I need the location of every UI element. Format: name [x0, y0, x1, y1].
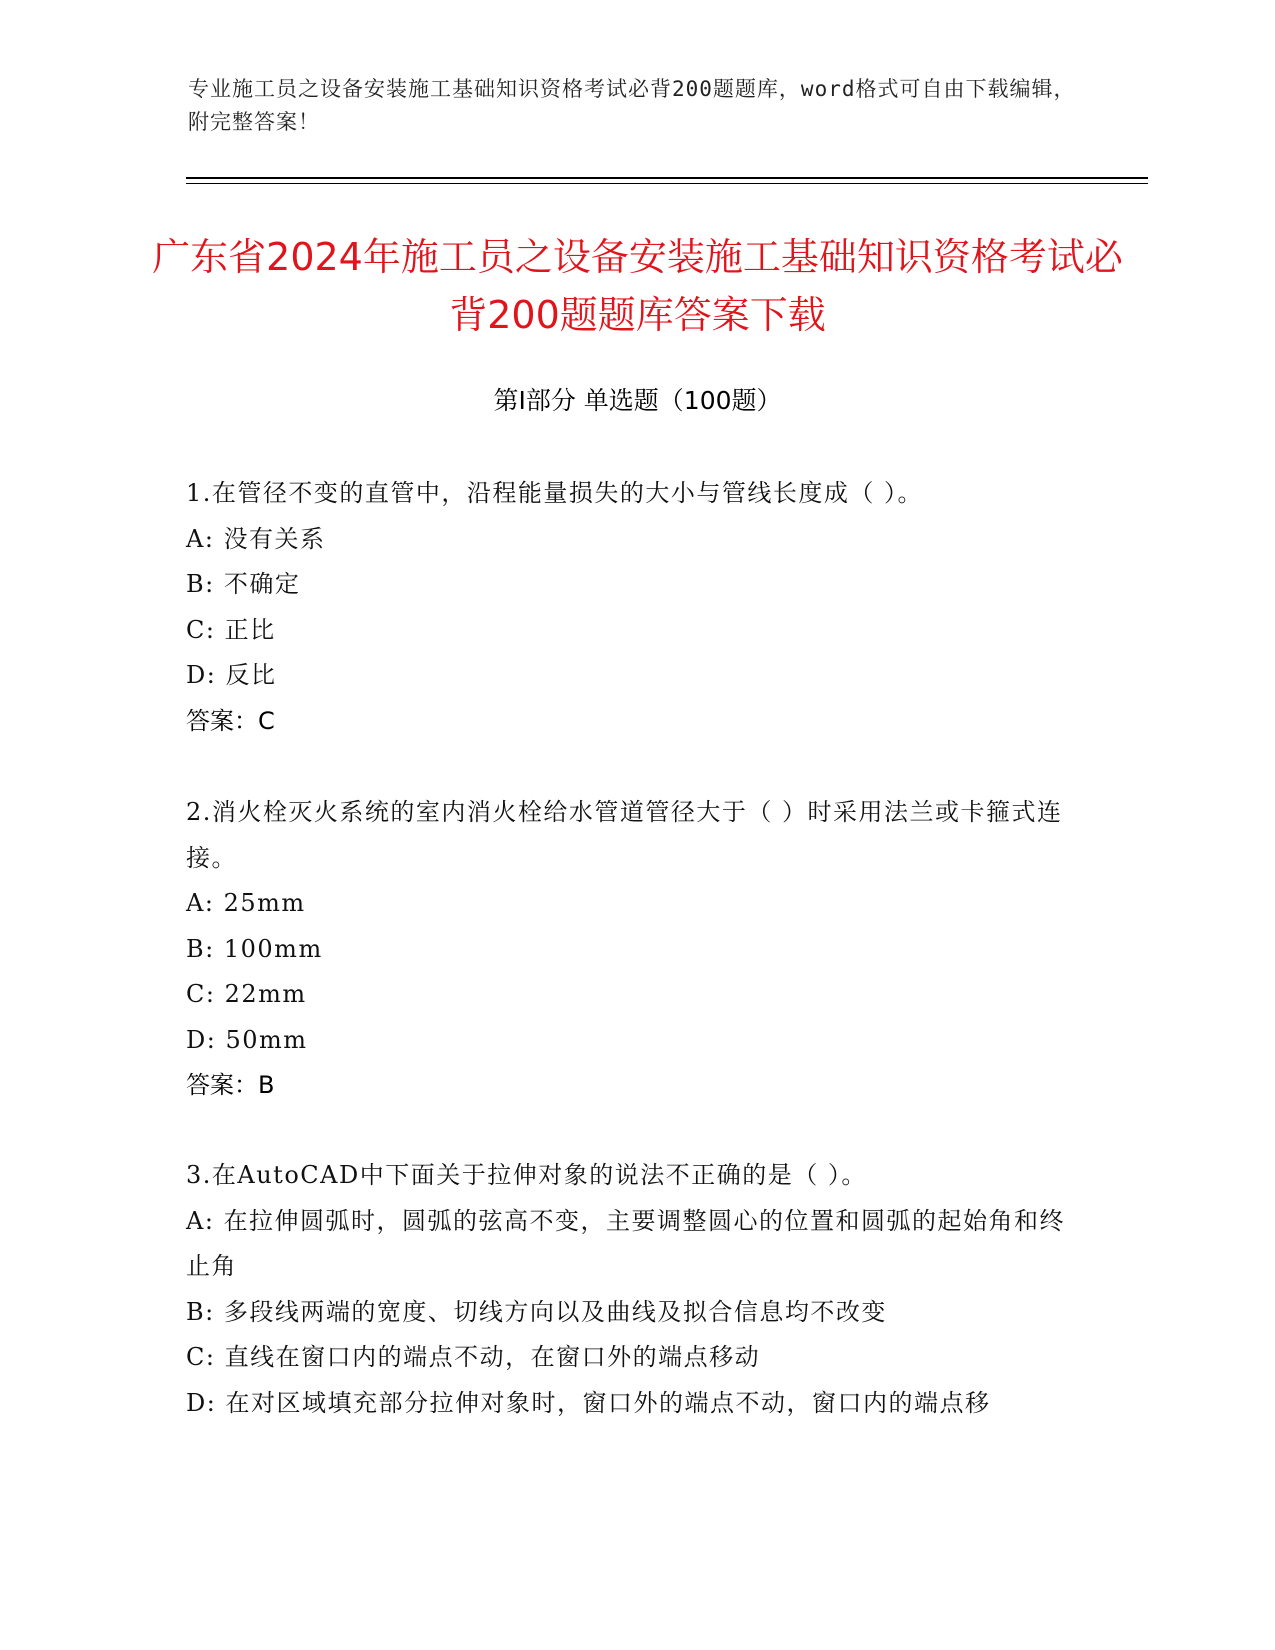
option-a: [186, 1199, 1086, 1290]
option-label: A:: [186, 889, 215, 917]
option-text: 反比: [225, 661, 277, 689]
header-rule-thin: [186, 183, 1148, 184]
option-c: [186, 972, 1086, 1018]
option-b: [186, 562, 1086, 608]
option-text: 在对区域填充部分拉伸对象时，窗口外的端点不动，窗口内的端点移: [225, 1388, 991, 1417]
option-label: C:: [186, 615, 216, 644]
answer-value: B: [258, 1071, 275, 1099]
option-text: 正比: [224, 615, 276, 644]
option-label: B:: [186, 1297, 215, 1326]
option-c: [186, 1335, 1086, 1381]
question-3: [186, 1153, 1086, 1426]
question-stem: 3.在AutoCAD中下面关于拉伸对象的说法不正确的是（ ）。: [186, 1161, 867, 1189]
option-a: [186, 881, 1086, 927]
document-title: 广东省2024年施工员之设备安装施工基础知识资格考试必背200题题库答案下载: [152, 235, 1123, 337]
option-b: [186, 927, 1086, 973]
option-a: [186, 517, 1086, 563]
option-label: D:: [186, 1025, 217, 1054]
answer-line: [186, 1063, 1086, 1109]
option-text: 50mm: [225, 1025, 308, 1054]
option-d: [186, 1018, 1086, 1064]
answer-line: [186, 699, 1086, 745]
option-text: 没有关系: [223, 524, 326, 553]
section-title: 第Ⅰ部分 单选题（100题）: [493, 386, 782, 415]
option-c: [186, 608, 1086, 654]
option-b: [186, 1290, 1086, 1336]
option-label: D:: [186, 1388, 217, 1417]
option-label: A:: [186, 524, 215, 553]
question-1: [186, 471, 1086, 744]
question-stem: 1.在管径不变的直管中，沿程能量损失的大小与管线长度成（ ）。: [186, 479, 924, 507]
option-text: 直线在窗口内的端点不动，在窗口外的端点移动: [224, 1343, 761, 1371]
option-text: 在拉伸圆弧时，圆弧的弦高不变，主要调整圆心的位置和圆弧的起始角和终止角: [186, 1206, 1066, 1280]
option-label: B:: [186, 570, 215, 598]
header-rule-thick: [186, 177, 1148, 179]
option-d: [186, 653, 1086, 699]
option-label: C:: [186, 1343, 216, 1371]
option-label: A:: [186, 1206, 215, 1235]
option-label: B:: [186, 934, 215, 963]
option-text: 25mm: [223, 889, 306, 917]
answer-label: 答案：: [186, 1071, 258, 1099]
option-text: 100mm: [223, 934, 323, 963]
question-2: [186, 790, 1086, 1109]
option-label: D:: [186, 661, 217, 689]
answer-value: C: [258, 706, 275, 735]
option-d: [186, 1381, 1086, 1427]
answer-label: 答案：: [186, 706, 258, 735]
option-text: 22mm: [224, 980, 307, 1008]
option-text: 多段线两端的宽度、切线方向以及曲线及拟合信息均不改变: [223, 1297, 887, 1326]
question-stem: 2.消火栓灭火系统的室内消火栓给水管道管径大于（ ）时采用法兰或卡箍式连接。: [186, 798, 1063, 872]
option-text: 不确定: [223, 570, 301, 598]
header-note: 专业施工员之设备安装施工基础知识资格考试必背200题题库，word格式可自由下载编辑，附完整答案！: [188, 77, 1076, 134]
option-label: C:: [186, 980, 216, 1008]
